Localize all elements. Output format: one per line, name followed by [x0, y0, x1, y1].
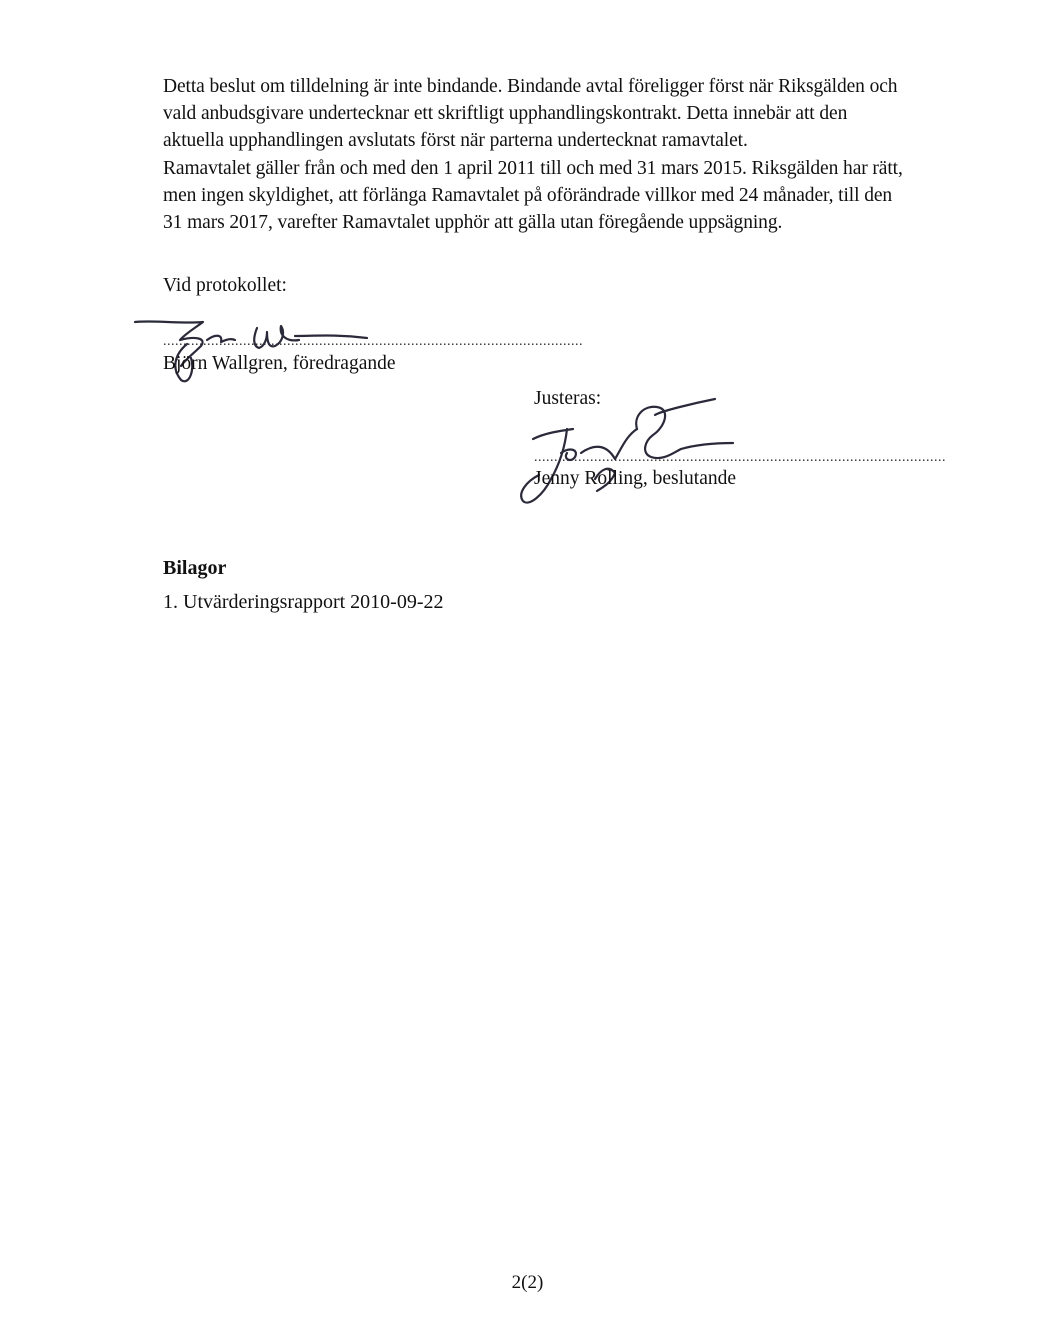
handwritten-signature-1 — [135, 310, 583, 390]
page-number: 2(2) — [511, 1272, 544, 1293]
protocol-label: Vid protokollet: — [163, 275, 287, 296]
paragraph-framework-term: Ramavtalet gäller från och med den 1 april 2011 till och med 31 mars 2015. Riksgälden har rätt, men ingen skyldighet, att förlänga Ramavtalet på oförändrade villkor med 24 månader, till den 31 mars 2017, varefter Ramavtalet upphör att gälla utan föregående uppsägning. — [163, 158, 903, 233]
signatory-2-name: Jenny Rolling, beslutande — [534, 468, 737, 489]
signatory-1-name: Björn Wallgren, föredragande — [163, 353, 396, 374]
signature-line-1: ......................................................................................................... — [163, 334, 583, 349]
adjusted-label: Justeras: — [534, 388, 602, 409]
paragraph-award-decision: Detta beslut om tilldelning är inte bindande. Bindande avtal föreligger först när Riksgälden och vald anbudsgivare undertecknar ett skriftligt upphandlingskontrakt. Detta innebär att den aktuella upphandlingen avslutats först när parterna undertecknat ramavtalet. — [163, 76, 898, 151]
attachment-item: 1. Utvärderingsrapport 2010-09-22 — [163, 591, 444, 613]
attachments-heading: Bilagor — [163, 557, 227, 579]
signature-line-2: ....................................................................................................... — [534, 450, 946, 465]
